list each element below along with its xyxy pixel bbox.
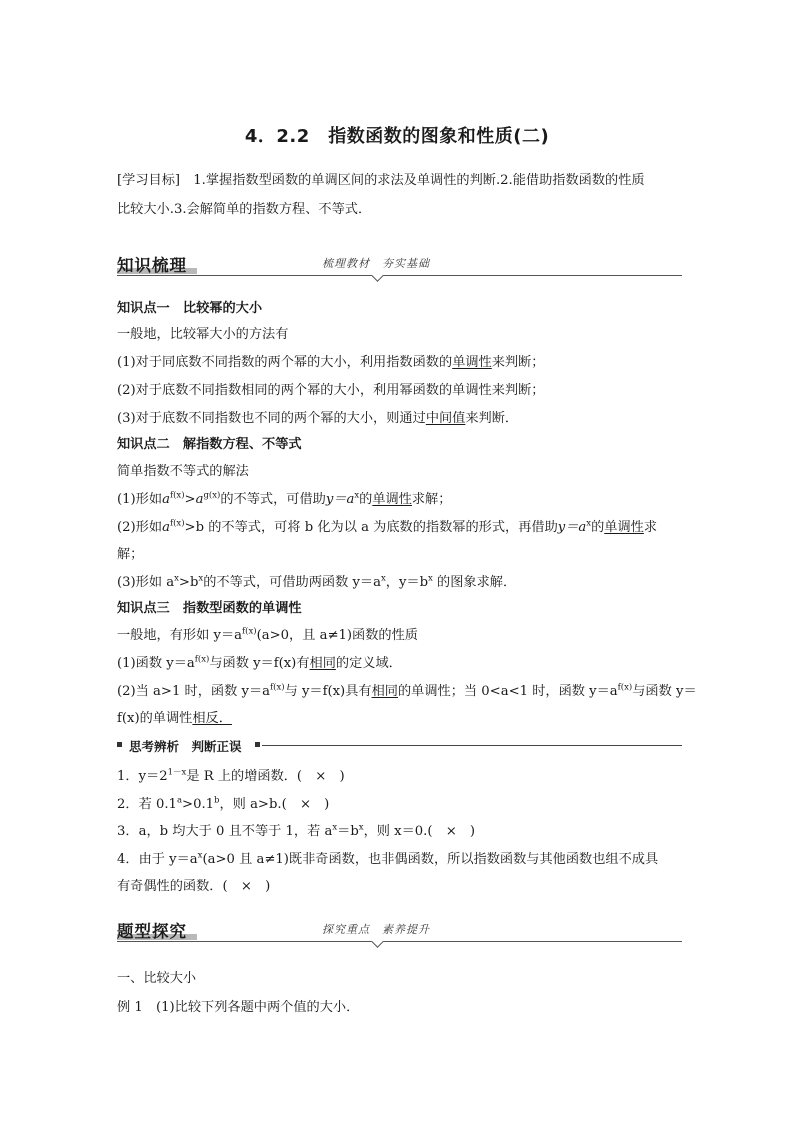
- kp2-intro: 简单指数不等式的解法: [117, 464, 249, 479]
- judge-item-2: 2．若 0.1$^a$>0.1$^b$，则 a>b.( × ): [117, 795, 330, 812]
- kp1-item-2: (2)对于底数不同指数相同的两个幂的大小，利用幂函数的单调性来判断；: [117, 383, 545, 398]
- kp2-item-3: (3)形如 $a^x>b^x$的不等式，可借助两函数 $y=a^x$，$y=b^x$ 的图象求解．: [117, 573, 517, 590]
- knowledge-point-3-heading: 知识点三 指数型函数的单调性: [117, 601, 302, 616]
- section-title: 题型探究: [117, 922, 187, 941]
- section-title: 知识梳理: [117, 256, 187, 275]
- square-bullet-icon: [255, 742, 260, 747]
- kp1-intro: 一般地，比较幂大小的方法有: [117, 327, 289, 342]
- example-1: 例 1 (1)比较下列各题中两个值的大小．: [117, 1000, 360, 1015]
- judge-item-4: 4．由于 $y=a^x(a>0$ 且 a≠1)既非奇函数，也非偶函数，所以指数函数与其他函数也组不成具: [117, 850, 659, 867]
- knowledge-point-2-heading: 知识点二 解指数方程、不等式: [117, 437, 302, 452]
- kp3-item-1: (1)函数 $y=a^{f(x)}$与函数 y＝f(x)有相同的定义域．: [117, 654, 402, 671]
- page-title: 4．2.2 指数函数的图象和性质(二): [244, 126, 550, 147]
- judge-item-4-cont: 有奇偶性的函数．( × ): [117, 879, 271, 894]
- kp3-intro: 一般地，有形如 $y=a^{f(x)}(a>0$，且 a≠1)函数的性质: [117, 626, 418, 643]
- kp1-item-3: (3)对于底数不同指数也不同的两个幂的大小，则通过中间值来判断．: [117, 411, 519, 426]
- section-header-problems: [117, 918, 682, 944]
- section-header-knowledge: [117, 252, 682, 278]
- think-discuss-header: 思考辨析 判断正误: [117, 737, 682, 755]
- judge-item-1: 1．$y=2^{1-x}$是 R 上的增函数．( × ): [117, 767, 345, 784]
- kp1-item-1: (1)对于同底数不同指数的两个幂的大小，利用指数函数的单调性来判断；: [117, 355, 545, 370]
- kp3-item-2-cont: f(x)的单调性相反．: [117, 711, 232, 726]
- kp2-item-2: (2)形如$a^{f(x)}>b$ 的不等式，可将 b 化为以 a 为底数的指数幂的形式，再借助$y=a^x$的单调性求: [117, 518, 658, 535]
- knowledge-point-1-heading: 知识点一 比较幂的大小: [117, 301, 263, 316]
- kp2-item-1: (1)形如$a^{f(x)}>a^{g(x)}$的不等式，可借助$y=a^x$的单调性求解；: [117, 490, 452, 507]
- part-1-heading: 一、比较大小: [117, 971, 197, 986]
- section-subtitle: 梳理教材 夯实基础: [322, 257, 430, 270]
- kp3-item-2: (2)当 a>1 时，函数 $y=a^{f(x)}$与 y＝f(x)具有相同的单调性；当 0<a<1 时，函数 $y=a^{f(x)}$与函数 y＝: [117, 682, 697, 699]
- learning-objectives: [学习目标] 1.掌握指数型函数的单调区间的求法及单调性的判断.2.能借助指数函数的性质: [117, 173, 645, 188]
- square-bullet-icon: [117, 742, 122, 747]
- kp2-item-2-cont: 解；: [117, 547, 144, 562]
- section-subtitle: 探究重点 素养提升: [322, 923, 430, 936]
- judge-item-3: 3．a，b 均大于 0 且不等于 1，若 $a^x=b^x$，则 x＝0.( × ): [117, 822, 476, 839]
- objectives-label: [学习目标]: [117, 173, 181, 188]
- learning-objectives-cont: 比较大小.3.会解简单的指数方程、不等式．: [117, 202, 372, 217]
